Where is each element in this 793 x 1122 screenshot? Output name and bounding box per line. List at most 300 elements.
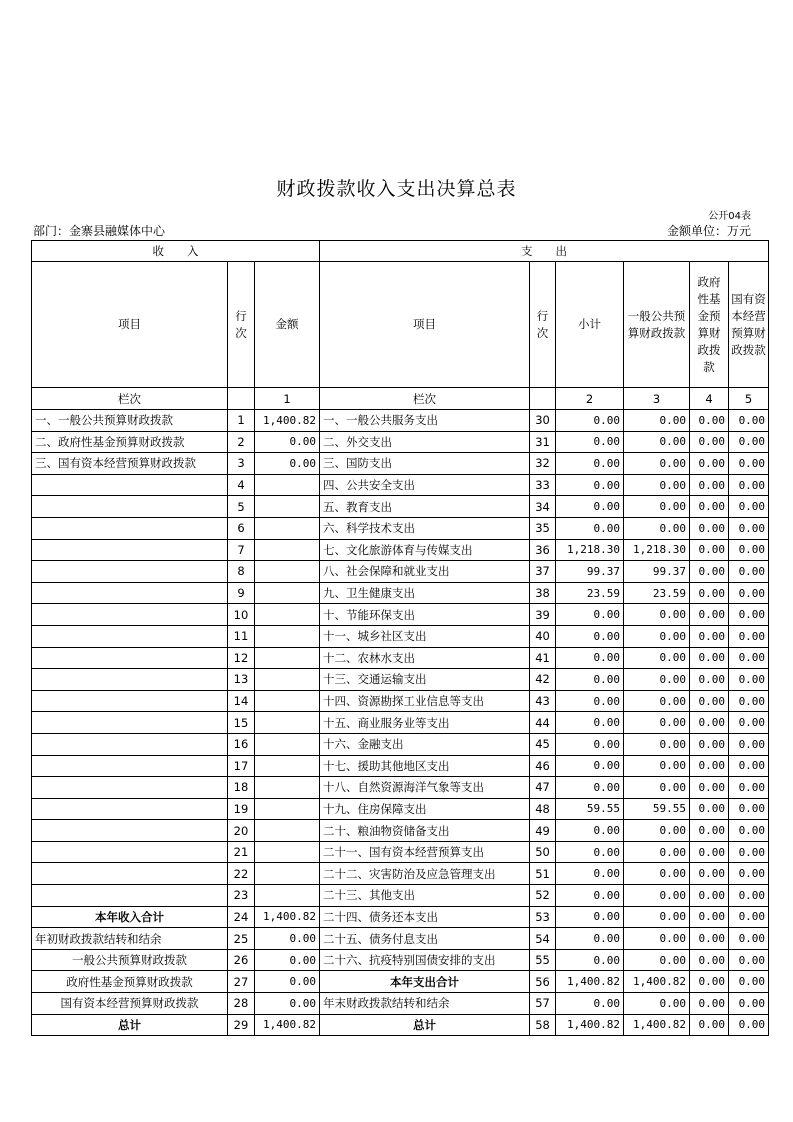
general-budget-cell: 0.00 — [624, 712, 690, 734]
table-row — [32, 863, 769, 885]
table-row — [32, 712, 769, 734]
general-budget-cell: 0.00 — [624, 993, 690, 1015]
general-budget-cell: 0.00 — [624, 928, 690, 950]
expense-item-cell: 二十二、灾害防治及应急管理支出 — [320, 863, 530, 885]
expense-row-no-cell: 51 — [530, 863, 556, 885]
income-row-no-cell: 26 — [228, 949, 255, 971]
column-number-blank — [228, 388, 255, 410]
income-row-no-cell: 28 — [228, 993, 255, 1015]
expense-item-cell: 一、一般公共服务支出 — [320, 410, 530, 432]
income-amount-cell — [255, 690, 320, 712]
income-item-cell — [32, 647, 228, 669]
subtotal-cell: 0.00 — [556, 906, 624, 928]
general-budget-cell: 1,400.82 — [624, 971, 690, 993]
gov-fund-cell: 0.00 — [690, 798, 729, 820]
appropriation-table — [31, 240, 769, 1036]
table-row — [32, 453, 769, 475]
subtotal-cell: 0.00 — [556, 453, 624, 475]
state-capital-cell: 0.00 — [729, 885, 769, 907]
expense-item-cell: 十五、商业服务业等支出 — [320, 712, 530, 734]
expense-row-no-cell: 57 — [530, 993, 556, 1015]
state-capital-cell: 0.00 — [729, 690, 769, 712]
expense-item-cell: 十四、资源勘探工业信息等支出 — [320, 690, 530, 712]
state-capital-cell: 0.00 — [729, 841, 769, 863]
state-capital-cell: 0.00 — [729, 669, 769, 691]
gov-fund-cell: 0.00 — [690, 625, 729, 647]
expense-item-cell: 二十四、债务还本支出 — [320, 906, 530, 928]
subtotal-cell: 0.00 — [556, 777, 624, 799]
income-amount-cell — [255, 474, 320, 496]
general-budget-cell: 0.00 — [624, 949, 690, 971]
column-number-blank-2 — [530, 388, 556, 410]
state-capital-cell: 0.00 — [729, 712, 769, 734]
income-row-no-cell: 9 — [228, 582, 255, 604]
general-budget-cell: 0.00 — [624, 625, 690, 647]
table-row — [32, 647, 769, 669]
table-row — [32, 949, 769, 971]
income-amount-cell — [255, 604, 320, 626]
expense-row-no-cell: 35 — [530, 517, 556, 539]
expense-row-no-cell: 42 — [530, 669, 556, 691]
general-budget-cell: 0.00 — [624, 647, 690, 669]
income-item-cell — [32, 885, 228, 907]
expense-row-no-cell: 50 — [530, 841, 556, 863]
income-row-no-cell: 14 — [228, 690, 255, 712]
subtotal-cell: 0.00 — [556, 690, 624, 712]
expense-item-cell: 二十六、抗疫特别国债安排的支出 — [320, 949, 530, 971]
general-budget-cell: 0.00 — [624, 733, 690, 755]
table-row — [32, 604, 769, 626]
income-amount-cell: 1,400.82 — [255, 1014, 320, 1036]
form-number: 公开04表 — [708, 211, 751, 222]
gov-fund-cell: 0.00 — [690, 582, 729, 604]
subtotal-cell: 0.00 — [556, 820, 624, 842]
expense-item-cell: 十七、援助其他地区支出 — [320, 755, 530, 777]
subtotal-cell: 0.00 — [556, 410, 624, 432]
income-row-no-cell: 15 — [228, 712, 255, 734]
state-capital-cell: 0.00 — [729, 496, 769, 518]
table-row — [32, 733, 769, 755]
expense-row-no-cell: 53 — [530, 906, 556, 928]
general-budget-header: 一般公共预算财政拨款 — [624, 262, 690, 388]
table-row — [32, 993, 769, 1015]
column-number-subtotal: 2 — [556, 388, 624, 410]
income-amount-cell — [255, 885, 320, 907]
income-amount-cell — [255, 820, 320, 842]
table-row — [32, 410, 769, 432]
subtotal-cell: 0.00 — [556, 517, 624, 539]
income-row-no-cell: 18 — [228, 777, 255, 799]
income-amount-cell — [255, 841, 320, 863]
income-item-cell — [32, 561, 228, 583]
income-item-header: 项目 — [32, 262, 228, 388]
department-label: 部门：金寨县融媒体中心 — [33, 224, 166, 238]
subtotal-cell: 59.55 — [556, 798, 624, 820]
expense-row-no-cell: 55 — [530, 949, 556, 971]
income-row-no-cell: 20 — [228, 820, 255, 842]
income-item-cell — [32, 496, 228, 518]
income-row-no-cell: 22 — [228, 863, 255, 885]
gov-fund-cell: 0.00 — [690, 669, 729, 691]
income-item-cell — [32, 777, 228, 799]
state-capital-cell: 0.00 — [729, 431, 769, 453]
table-row — [32, 798, 769, 820]
income-item-cell — [32, 820, 228, 842]
income-row-no-cell: 8 — [228, 561, 255, 583]
income-item-cell — [32, 669, 228, 691]
expense-row-no-cell: 38 — [530, 582, 556, 604]
gov-fund-cell: 0.00 — [690, 971, 729, 993]
table-row — [32, 496, 769, 518]
income-item-cell — [32, 863, 228, 885]
gov-fund-cell: 0.00 — [690, 496, 729, 518]
income-amount-header: 金额 — [255, 262, 320, 388]
expense-row-no-cell: 52 — [530, 885, 556, 907]
state-capital-cell: 0.00 — [729, 539, 769, 561]
income-row-no-cell: 5 — [228, 496, 255, 518]
income-item-cell: 总计 — [32, 1014, 228, 1036]
expense-item-cell: 二十三、其他支出 — [320, 885, 530, 907]
income-amount-cell — [255, 561, 320, 583]
subtotal-cell: 1,400.82 — [556, 971, 624, 993]
gov-fund-cell: 0.00 — [690, 863, 729, 885]
income-amount-cell — [255, 517, 320, 539]
expense-item-header: 项目 — [320, 262, 530, 388]
gov-fund-cell: 0.00 — [690, 949, 729, 971]
income-row-no-cell: 12 — [228, 647, 255, 669]
general-budget-cell: 0.00 — [624, 863, 690, 885]
income-row-no-cell: 13 — [228, 669, 255, 691]
table-row — [32, 841, 769, 863]
subtotal-cell: 0.00 — [556, 841, 624, 863]
expense-row-no-cell: 34 — [530, 496, 556, 518]
state-capital-cell: 0.00 — [729, 604, 769, 626]
expense-item-cell: 八、社会保障和就业支出 — [320, 561, 530, 583]
expense-row-no-cell: 46 — [530, 755, 556, 777]
amount-unit-label: 金额单位：万元 — [666, 224, 751, 238]
income-item-cell — [32, 474, 228, 496]
income-amount-cell: 0.00 — [255, 453, 320, 475]
state-capital-cell: 0.00 — [729, 777, 769, 799]
expense-section-header: 支 出 — [320, 241, 769, 262]
column-number-state-capital: 5 — [729, 388, 769, 410]
income-item-cell: 一、一般公共预算财政拨款 — [32, 410, 228, 432]
general-budget-cell: 1,218.30 — [624, 539, 690, 561]
income-item-cell — [32, 539, 228, 561]
state-capital-cell: 0.00 — [729, 993, 769, 1015]
gov-fund-header: 政府性基金预算财政拨款 — [690, 262, 729, 388]
table-row — [32, 561, 769, 583]
table-row — [32, 690, 769, 712]
income-row-no-cell: 10 — [228, 604, 255, 626]
state-capital-cell: 0.00 — [729, 733, 769, 755]
expense-item-cell: 六、科学技术支出 — [320, 517, 530, 539]
income-item-cell: 本年收入合计 — [32, 906, 228, 928]
expense-row-no-cell: 32 — [530, 453, 556, 475]
income-amount-cell — [255, 647, 320, 669]
income-amount-cell: 0.00 — [255, 928, 320, 950]
table-row — [32, 517, 769, 539]
income-item-cell: 二、政府性基金预算财政拨款 — [32, 431, 228, 453]
expense-item-cell: 十九、住房保障支出 — [320, 798, 530, 820]
income-amount-cell: 0.00 — [255, 993, 320, 1015]
income-item-cell — [32, 582, 228, 604]
income-row-no-cell: 19 — [228, 798, 255, 820]
income-amount-cell — [255, 669, 320, 691]
state-capital-cell: 0.00 — [729, 453, 769, 475]
gov-fund-cell: 0.00 — [690, 539, 729, 561]
expense-item-cell: 九、卫生健康支出 — [320, 582, 530, 604]
gov-fund-cell: 0.00 — [690, 690, 729, 712]
income-item-cell: 国有资本经营预算财政拨款 — [32, 993, 228, 1015]
income-row-no-cell: 27 — [228, 971, 255, 993]
state-capital-cell: 0.00 — [729, 517, 769, 539]
table-row — [32, 625, 769, 647]
expense-item-cell: 三、国防支出 — [320, 453, 530, 475]
subtotal-cell: 0.00 — [556, 474, 624, 496]
general-budget-cell: 0.00 — [624, 453, 690, 475]
expense-row-no-cell: 40 — [530, 625, 556, 647]
state-capital-cell: 0.00 — [729, 1014, 769, 1036]
subtotal-cell: 0.00 — [556, 993, 624, 1015]
column-number-label-2: 栏次 — [320, 388, 530, 410]
state-capital-cell: 0.00 — [729, 971, 769, 993]
subtotal-cell: 0.00 — [556, 604, 624, 626]
subtotal-cell: 99.37 — [556, 561, 624, 583]
expense-row-no-cell: 43 — [530, 690, 556, 712]
gov-fund-cell: 0.00 — [690, 885, 729, 907]
income-row-no-cell: 11 — [228, 625, 255, 647]
gov-fund-cell: 0.00 — [690, 906, 729, 928]
table-row — [32, 906, 769, 928]
income-item-cell: 政府性基金预算财政拨款 — [32, 971, 228, 993]
income-amount-cell — [255, 755, 320, 777]
column-number-gov-fund: 4 — [690, 388, 729, 410]
general-budget-cell: 0.00 — [624, 841, 690, 863]
expense-item-cell: 七、文化旅游体育与传媒支出 — [320, 539, 530, 561]
expense-item-cell: 二、外交支出 — [320, 431, 530, 453]
subtotal-cell: 0.00 — [556, 755, 624, 777]
subtotal-cell: 0.00 — [556, 669, 624, 691]
state-capital-cell: 0.00 — [729, 820, 769, 842]
state-capital-header: 国有资本经营预算财政拨款 — [729, 262, 769, 388]
table-row — [32, 971, 769, 993]
expense-item-cell: 十、节能环保支出 — [320, 604, 530, 626]
column-number-amount: 1 — [255, 388, 320, 410]
subtotal-cell: 1,400.82 — [556, 1014, 624, 1036]
expense-item-cell: 总计 — [320, 1014, 530, 1036]
state-capital-cell: 0.00 — [729, 949, 769, 971]
income-row-no-cell: 21 — [228, 841, 255, 863]
subtotal-cell: 0.00 — [556, 712, 624, 734]
expense-row-no-cell: 41 — [530, 647, 556, 669]
subtotal-cell: 0.00 — [556, 647, 624, 669]
table-row — [32, 474, 769, 496]
general-budget-cell: 0.00 — [624, 604, 690, 626]
income-item-cell — [32, 604, 228, 626]
table-row — [32, 431, 769, 453]
general-budget-cell: 0.00 — [624, 669, 690, 691]
state-capital-cell: 0.00 — [729, 582, 769, 604]
general-budget-cell: 0.00 — [624, 885, 690, 907]
table-row — [32, 669, 769, 691]
income-amount-cell: 0.00 — [255, 431, 320, 453]
expense-row-no-cell: 58 — [530, 1014, 556, 1036]
subtotal-cell: 0.00 — [556, 863, 624, 885]
state-capital-cell: 0.00 — [729, 928, 769, 950]
expense-item-cell: 二十一、国有资本经营预算支出 — [320, 841, 530, 863]
income-amount-cell: 0.00 — [255, 949, 320, 971]
gov-fund-cell: 0.00 — [690, 1014, 729, 1036]
table-body — [32, 410, 769, 1036]
subtotal-cell: 0.00 — [556, 949, 624, 971]
gov-fund-cell: 0.00 — [690, 712, 729, 734]
state-capital-cell: 0.00 — [729, 863, 769, 885]
expense-row-no-cell: 37 — [530, 561, 556, 583]
general-budget-cell: 0.00 — [624, 496, 690, 518]
income-section-header: 收 入 — [32, 241, 320, 262]
income-item-cell: 三、国有资本经营预算财政拨款 — [32, 453, 228, 475]
expense-row-no-cell: 47 — [530, 777, 556, 799]
income-amount-cell — [255, 777, 320, 799]
income-row-no-cell: 29 — [228, 1014, 255, 1036]
income-row-no-cell: 24 — [228, 906, 255, 928]
gov-fund-cell: 0.00 — [690, 410, 729, 432]
table-row — [32, 539, 769, 561]
income-row-no-cell: 1 — [228, 410, 255, 432]
general-budget-cell: 0.00 — [624, 755, 690, 777]
expense-item-cell: 二十、粮油物资储备支出 — [320, 820, 530, 842]
gov-fund-cell: 0.00 — [690, 453, 729, 475]
expense-item-cell: 十六、金融支出 — [320, 733, 530, 755]
section-header-row — [32, 241, 769, 262]
income-item-cell: 年初财政拨款结转和结余 — [32, 928, 228, 950]
general-budget-cell: 0.00 — [624, 410, 690, 432]
report-title: 财政拨款收入支出决算总表 — [276, 178, 517, 200]
subtotal-cell: 0.00 — [556, 496, 624, 518]
income-row-no-cell: 4 — [228, 474, 255, 496]
expense-item-cell: 十一、城乡社区支出 — [320, 625, 530, 647]
general-budget-cell: 0.00 — [624, 906, 690, 928]
expense-row-no-cell: 49 — [530, 820, 556, 842]
expense-row-no-cell: 56 — [530, 971, 556, 993]
gov-fund-cell: 0.00 — [690, 928, 729, 950]
income-row-no-cell: 16 — [228, 733, 255, 755]
expense-row-no-cell: 30 — [530, 410, 556, 432]
income-amount-cell: 0.00 — [255, 971, 320, 993]
expense-item-cell: 二十五、债务付息支出 — [320, 928, 530, 950]
income-item-cell — [32, 798, 228, 820]
expense-row-no-cell: 39 — [530, 604, 556, 626]
general-budget-cell: 0.00 — [624, 820, 690, 842]
column-number-label: 栏次 — [32, 388, 228, 410]
expense-item-cell: 五、教育支出 — [320, 496, 530, 518]
expense-item-cell: 十八、自然资源海洋气象等支出 — [320, 777, 530, 799]
gov-fund-cell: 0.00 — [690, 647, 729, 669]
table-row — [32, 928, 769, 950]
expense-item-cell: 年末财政拨款结转和结余 — [320, 993, 530, 1015]
column-number-row — [32, 388, 769, 410]
state-capital-cell: 0.00 — [729, 755, 769, 777]
gov-fund-cell: 0.00 — [690, 755, 729, 777]
state-capital-cell: 0.00 — [729, 906, 769, 928]
expense-row-no-cell: 54 — [530, 928, 556, 950]
income-row-no-cell: 23 — [228, 885, 255, 907]
expense-item-cell: 本年支出合计 — [320, 971, 530, 993]
table-row — [32, 820, 769, 842]
income-item-cell — [32, 733, 228, 755]
gov-fund-cell: 0.00 — [690, 777, 729, 799]
expense-item-cell: 十三、交通运输支出 — [320, 669, 530, 691]
income-item-cell — [32, 690, 228, 712]
gov-fund-cell: 0.00 — [690, 820, 729, 842]
income-row-no-cell: 17 — [228, 755, 255, 777]
expense-row-no-header: 行次 — [530, 262, 556, 388]
table-row — [32, 1014, 769, 1036]
column-number-general: 3 — [624, 388, 690, 410]
subtotal-header: 小计 — [556, 262, 624, 388]
general-budget-cell: 99.37 — [624, 561, 690, 583]
income-amount-cell — [255, 798, 320, 820]
income-row-no-cell: 6 — [228, 517, 255, 539]
income-amount-cell — [255, 625, 320, 647]
general-budget-cell: 0.00 — [624, 777, 690, 799]
income-row-no-cell: 25 — [228, 928, 255, 950]
table-row — [32, 755, 769, 777]
gov-fund-cell: 0.00 — [690, 993, 729, 1015]
income-item-cell — [32, 625, 228, 647]
general-budget-cell: 59.55 — [624, 798, 690, 820]
column-header-row — [32, 262, 769, 388]
gov-fund-cell: 0.00 — [690, 474, 729, 496]
gov-fund-cell: 0.00 — [690, 733, 729, 755]
general-budget-cell: 0.00 — [624, 517, 690, 539]
income-item-cell — [32, 755, 228, 777]
state-capital-cell: 0.00 — [729, 625, 769, 647]
table-row — [32, 777, 769, 799]
state-capital-cell: 0.00 — [729, 474, 769, 496]
expense-row-no-cell: 45 — [530, 733, 556, 755]
state-capital-cell: 0.00 — [729, 647, 769, 669]
income-item-cell — [32, 712, 228, 734]
general-budget-cell: 0.00 — [624, 690, 690, 712]
income-amount-cell — [255, 582, 320, 604]
income-item-cell — [32, 517, 228, 539]
general-budget-cell: 1,400.82 — [624, 1014, 690, 1036]
income-amount-cell — [255, 863, 320, 885]
expense-item-cell: 四、公共安全支出 — [320, 474, 530, 496]
income-amount-cell: 1,400.82 — [255, 906, 320, 928]
income-amount-cell — [255, 712, 320, 734]
subtotal-cell: 0.00 — [556, 733, 624, 755]
income-amount-cell — [255, 733, 320, 755]
gov-fund-cell: 0.00 — [690, 431, 729, 453]
income-row-no-cell: 3 — [228, 453, 255, 475]
expense-row-no-cell: 36 — [530, 539, 556, 561]
income-row-no-cell: 2 — [228, 431, 255, 453]
state-capital-cell: 0.00 — [729, 410, 769, 432]
expense-row-no-cell: 31 — [530, 431, 556, 453]
income-amount-cell: 1,400.82 — [255, 410, 320, 432]
general-budget-cell: 0.00 — [624, 431, 690, 453]
income-amount-cell — [255, 496, 320, 518]
subtotal-cell: 23.59 — [556, 582, 624, 604]
income-row-no-cell: 7 — [228, 539, 255, 561]
gov-fund-cell: 0.00 — [690, 561, 729, 583]
subtotal-cell: 0.00 — [556, 885, 624, 907]
gov-fund-cell: 0.00 — [690, 604, 729, 626]
gov-fund-cell: 0.00 — [690, 517, 729, 539]
